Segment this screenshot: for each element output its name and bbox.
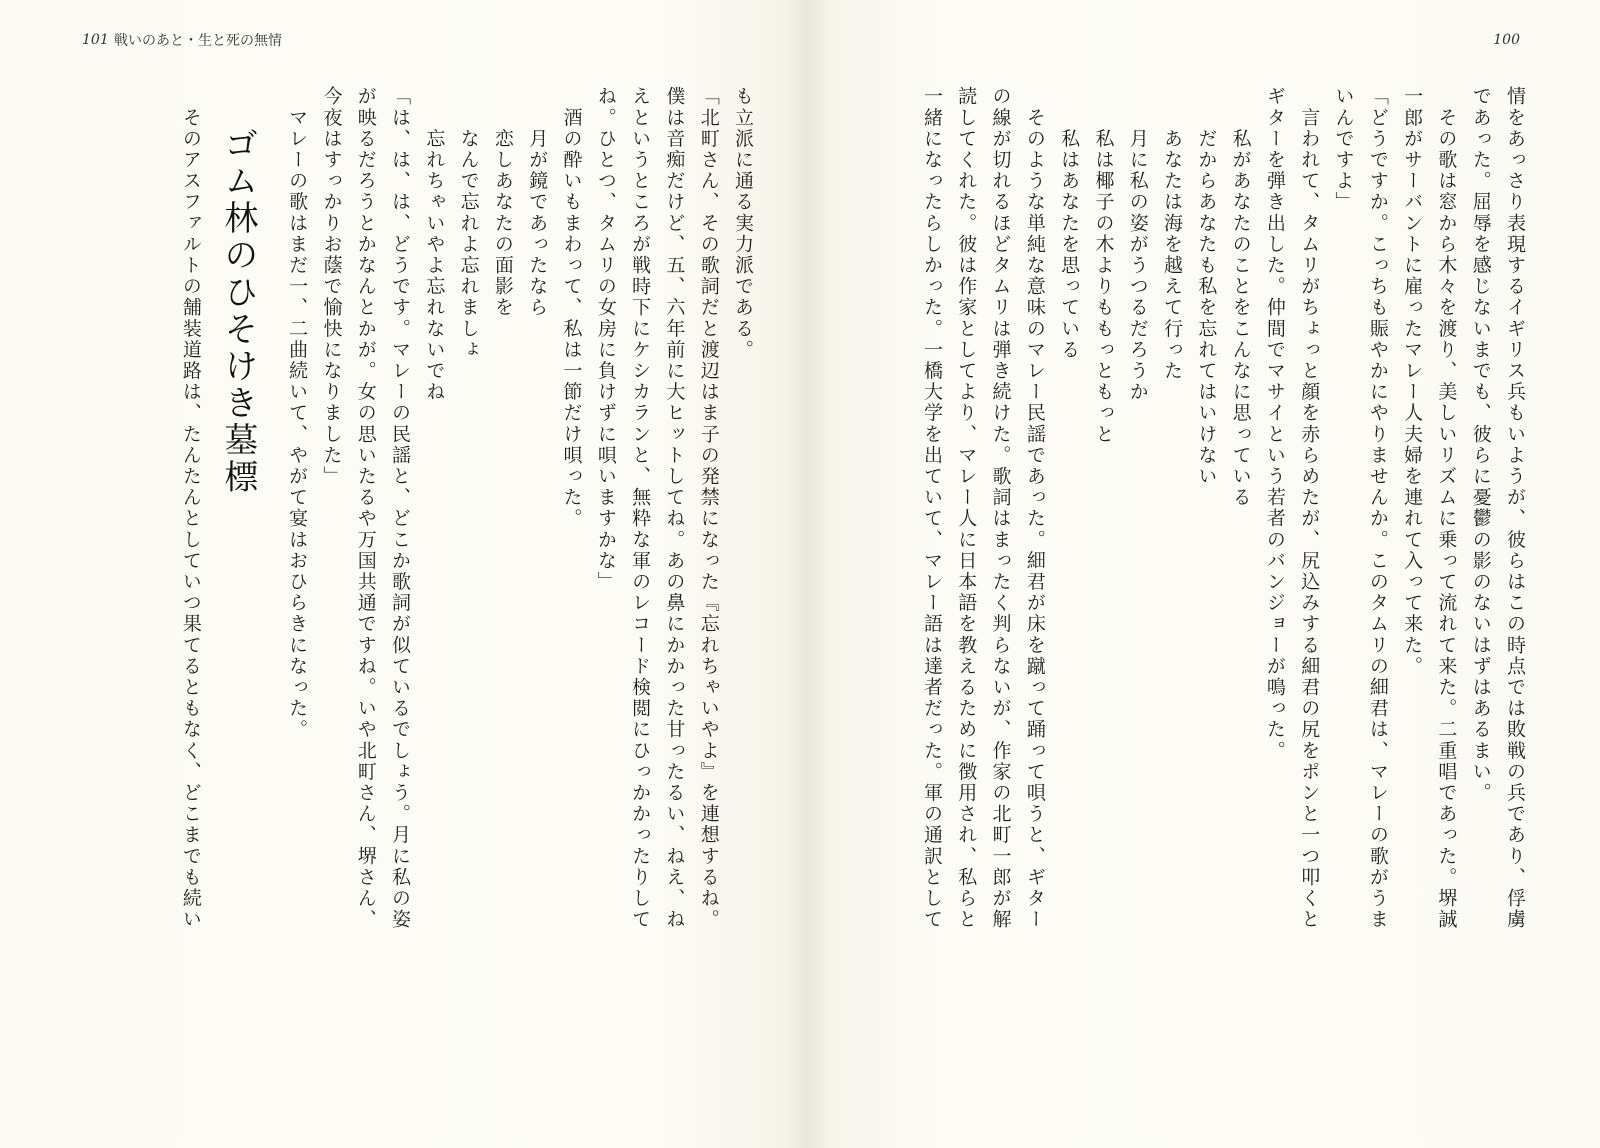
text-line: 「どうですか。こっちも賑やかにやりませんか。このタムリの細君は、マレーの歌がうま bbox=[1366, 86, 1389, 930]
lyric-line: なんで忘れよ忘れましょ bbox=[457, 86, 480, 361]
text-line: マレーの歌はまだ一、二曲続いて、やがて宴はおひらきになった。 bbox=[286, 86, 309, 741]
lyric-line: 私はあなたを思っている bbox=[1058, 86, 1081, 361]
text-line: いんですよ」 bbox=[1332, 86, 1355, 213]
lyric-line: 恋しあなたの面影を bbox=[491, 86, 514, 319]
lyric-line: 忘れちゃいやよ忘れないでね bbox=[423, 86, 446, 403]
text-line: その歌は窓から木々を渡り、美しいリズムに乗って流れて来た。二重唱であった。堺誠 bbox=[1435, 86, 1458, 930]
text-line: ギターを弾き出した。仲間でマサイという若者のバンジョーが鳴った。 bbox=[1263, 86, 1286, 762]
right-page bbox=[800, 0, 1600, 1148]
lyric-line: だからあなたも私を忘れてはいけない bbox=[1195, 86, 1218, 487]
text-line: 一郎がサーバントに雇ったマレー人夫婦を連れて入って来た。 bbox=[1401, 86, 1424, 677]
text-line: も立派に通る実力派である。 bbox=[732, 86, 754, 361]
lyric-line: 月に私の姿がうつるだろうか bbox=[1126, 86, 1149, 403]
text-line: 言われて、タムリがちょっと顔を赤らめたが、尻込みする細君の尻をポンと一つ叩くと bbox=[1298, 86, 1321, 930]
text-line: 酒の酔いもまわって、私は一節だけ唄った。 bbox=[560, 86, 583, 530]
running-head: 戦いのあと・生と死の無情 bbox=[114, 33, 282, 49]
lyric-line: 月が鏡であったなら bbox=[526, 86, 549, 319]
text-line: 僕は音痴だけど、五、六年前に大ヒットしてね。あの鼻にかかった甘ったるい、ねえ、ね bbox=[663, 86, 686, 930]
lyric-line: あなたは海を越えて行った bbox=[1161, 86, 1184, 382]
text-line: 「は、は、は、どうです。マレーの民謡と、どこか歌詞が似ているでしょう。月に私の姿 bbox=[389, 86, 412, 930]
text-line: 一緒になったらしかった。一橋大学を出ていて、マレー語は達者だった。軍の通訳として bbox=[920, 86, 943, 930]
text-line: の線が切れるほどタムリは弾き続けた。歌詞はまったく判らないが、作家の北町一郎が解 bbox=[989, 86, 1012, 930]
lyric-line: 私は椰子の木よりももっともっと bbox=[1092, 86, 1115, 445]
section-heading: ゴム林のひそけき墓標 bbox=[217, 126, 258, 496]
lyric-line: 私があなたのことをこんなに思っている bbox=[1229, 86, 1252, 508]
text-line: 今夜はすっかりお蔭で愉快になりました」 bbox=[320, 86, 343, 487]
right-page-body bbox=[920, 86, 1532, 930]
text-line: であった。屈辱を感じないまでも、彼らに憂鬱の影のないはずはあるまい。 bbox=[1469, 86, 1492, 804]
left-page-body bbox=[35, 86, 760, 930]
text-line: 読してくれた。彼は作家としてより、マレー人に日本語を教えるために徴用され、私らと bbox=[955, 86, 978, 930]
text-line: そのアスファルトの舗装道路は、たんたんとしていつ果てるともなく、どこまでも続い bbox=[179, 86, 202, 930]
right-page-number: 100 bbox=[1493, 32, 1520, 48]
text-line: ね。ひとつ、タムリの女房に負けずに唄いますかな」 bbox=[594, 86, 617, 593]
text-line: そのような単純な意味のマレー民謡であった。細君が床を蹴って踊って唄うと、ギター bbox=[1023, 86, 1046, 930]
text-line: 「北町さん、その歌詞だと渡辺はま子の発禁になった『忘れちゃいやよ』を連想するね。 bbox=[697, 86, 720, 930]
left-page-number: 101 bbox=[82, 32, 109, 48]
text-line: えというところが戦時下にケシカランと、無粋な軍のレコード検閲にひっかかったりして bbox=[629, 86, 652, 930]
text-line: 情をあっさり表現するイギリス兵もいようが、彼らはこの時点では敗戦の兵であり、俘虜 bbox=[1504, 86, 1526, 930]
text-line: が映るだろうとかなんとかが。女の思いたるや万国共通ですね。いや北町さん、堺さん、 bbox=[354, 86, 377, 930]
